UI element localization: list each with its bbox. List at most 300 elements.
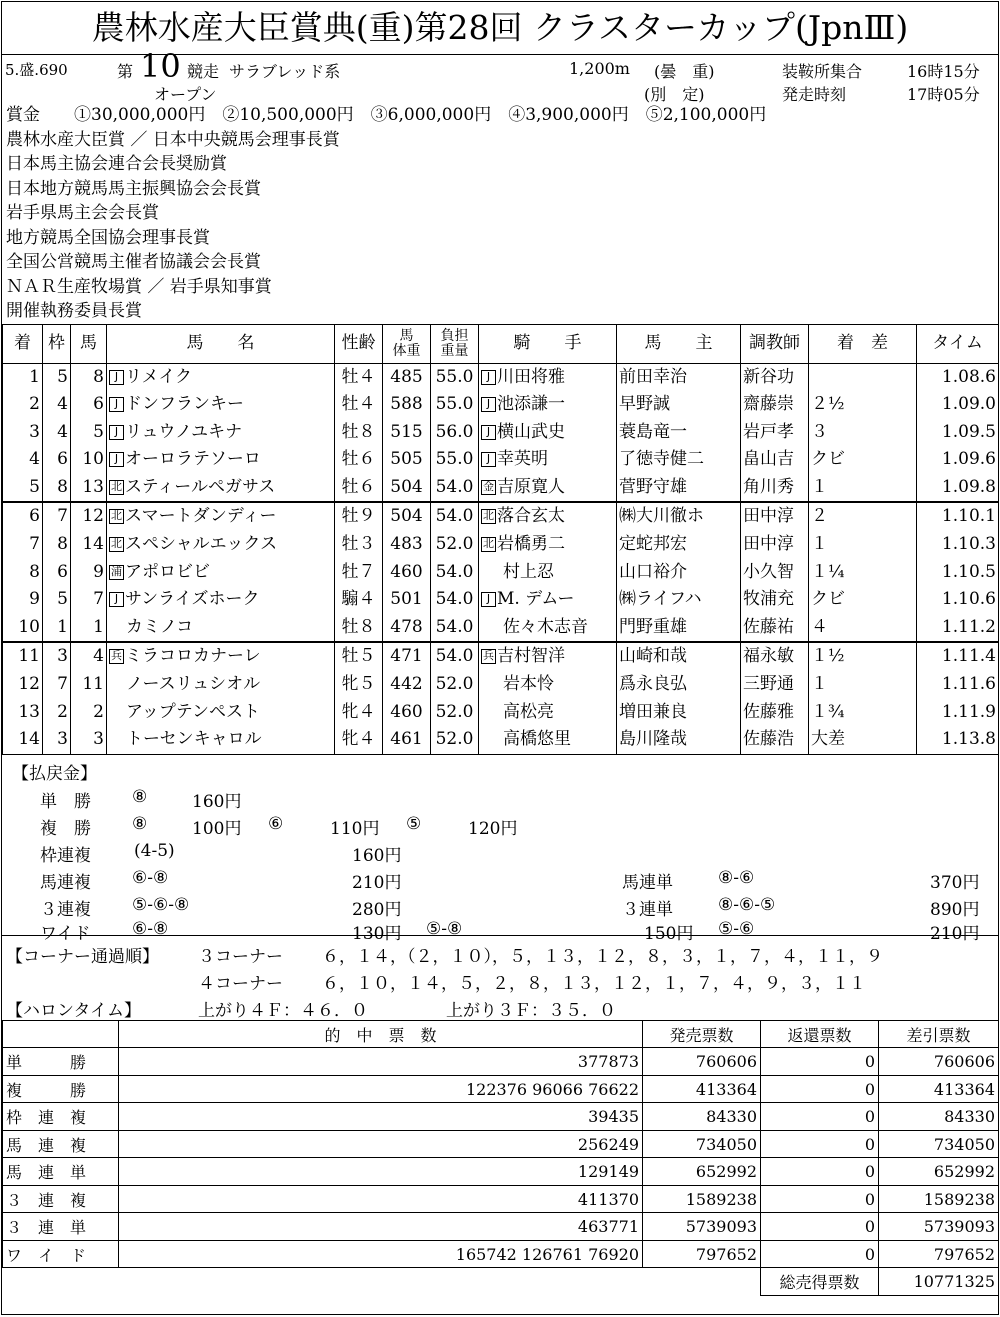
vote-col-type xyxy=(3,1020,119,1048)
sanrentan-combo: ⑧-⑥-⑤ xyxy=(718,894,776,915)
sex-age: 牡６ xyxy=(335,446,383,474)
sanrenpuku-label: ３連複 xyxy=(40,899,91,920)
affiliation-mark-icon: 浦 xyxy=(111,564,122,578)
vote-col-refund: 返還票数 xyxy=(761,1020,879,1048)
jockey-name: 高松亮 xyxy=(503,701,554,722)
margin: １ xyxy=(809,531,917,559)
award-item: 農林水産大臣賞 ／ 日本中央競馬会理事長賞 xyxy=(6,129,340,150)
payout-heading: 【払戻金】 xyxy=(12,763,97,784)
umatan-combo: ⑧-⑥ xyxy=(718,867,755,888)
jockey-name: 川田将雅 xyxy=(497,366,565,387)
vote-row xyxy=(3,1158,999,1186)
finish-time: 1.10.5 xyxy=(917,559,999,587)
owner: 前田幸治 xyxy=(617,363,741,391)
horse-weight: 501 xyxy=(383,586,431,614)
jockey-cell xyxy=(479,502,617,531)
sex-age: 牡４ xyxy=(335,391,383,419)
wide-amount-1: 130円 xyxy=(352,923,402,944)
margin xyxy=(809,363,917,391)
horse-number: 9 xyxy=(71,559,107,587)
frame-number: 7 xyxy=(43,502,71,531)
col-sexage: 性齢 xyxy=(335,324,383,363)
frame-number: 4 xyxy=(43,419,71,447)
hit-votes: 411370 xyxy=(119,1185,643,1213)
horse-weight: 485 xyxy=(383,363,431,391)
wide-combo-3: ⑤-⑥ xyxy=(718,918,755,939)
sex-age: 牝４ xyxy=(335,699,383,727)
horse-weight: 504 xyxy=(383,474,431,503)
affiliation-mark-icon: 北 xyxy=(111,537,122,551)
frame-number: 6 xyxy=(43,446,71,474)
margin: １ xyxy=(809,474,917,503)
frame-number: 4 xyxy=(43,391,71,419)
affiliation-mark-icon: 北 xyxy=(111,479,122,493)
owner: 定蛇邦宏 xyxy=(617,531,741,559)
affiliation-mark-icon: J xyxy=(109,370,124,385)
margin: １½ xyxy=(809,642,917,671)
rank: 7 xyxy=(3,531,43,559)
result-row xyxy=(3,614,999,643)
result-row xyxy=(3,446,999,474)
jockey-name: 村上忍 xyxy=(503,561,554,582)
payout-section xyxy=(2,755,998,944)
horse-number: 5 xyxy=(71,419,107,447)
bet-type: 複 勝 xyxy=(3,1075,119,1103)
burden-weight: 52.0 xyxy=(431,671,479,699)
vote-table xyxy=(2,1020,999,1296)
tansho-combo: ⑧ xyxy=(132,786,148,807)
result-row xyxy=(3,559,999,587)
margin: １¼ xyxy=(809,559,917,587)
jockey-mark-icon: J xyxy=(481,370,496,385)
rank: 2 xyxy=(3,391,43,419)
award-item: ＮＡＲ生産牧場賞 ／ 岩手県知事賞 xyxy=(6,276,272,297)
burden-weight: 52.0 xyxy=(431,726,479,754)
burden-weight: 54.0 xyxy=(431,559,479,587)
burden-weight: 54.0 xyxy=(431,474,479,503)
horse-weight: 460 xyxy=(383,559,431,587)
vote-col-sold: 発売票数 xyxy=(643,1020,761,1048)
fukusho-amount-1: 100円 xyxy=(192,818,242,839)
horse-name-cell xyxy=(107,391,335,419)
result-row xyxy=(3,642,999,671)
jockey-mark-icon: 北 xyxy=(483,509,494,523)
refund-votes: 0 xyxy=(761,1213,879,1241)
finish-time: 1.11.4 xyxy=(917,642,999,671)
owner: 菅野守雄 xyxy=(617,474,741,503)
rank: 14 xyxy=(3,726,43,754)
horse-name: スマートダンディー xyxy=(125,506,277,527)
award-list xyxy=(6,128,998,324)
hit-votes: 377873 xyxy=(119,1048,643,1076)
horse-name: ノースリュシオル xyxy=(126,674,261,695)
results-header-row xyxy=(3,324,999,363)
finish-time: 1.09.5 xyxy=(917,419,999,447)
race-number: 10 xyxy=(140,47,181,85)
horse-number: 6 xyxy=(71,391,107,419)
wide-combo-2: ⑤-⑧ xyxy=(426,918,463,939)
net-votes: 1589238 xyxy=(879,1185,999,1213)
affiliation-mark-icon: J xyxy=(109,425,124,440)
vote-row xyxy=(3,1130,999,1158)
horse-weight: 515 xyxy=(383,419,431,447)
horse-name-cell xyxy=(107,531,335,559)
vote-body xyxy=(3,1048,999,1268)
horse-name-cell xyxy=(107,726,335,754)
horse-number: 13 xyxy=(71,474,107,503)
horse-name: リュウノユキナ xyxy=(125,421,243,442)
horse-name: スティールペガサス xyxy=(125,476,276,497)
race-header xyxy=(2,47,998,104)
horse-weight: 505 xyxy=(383,446,431,474)
finish-time: 1.10.1 xyxy=(917,502,999,531)
vote-total-row xyxy=(3,1268,999,1296)
horse-name-cell xyxy=(107,502,335,531)
hit-votes: 129149 xyxy=(119,1158,643,1186)
margin: ４ xyxy=(809,614,917,643)
sanrentan-amount: 890円 xyxy=(930,899,980,920)
horse-weight: 471 xyxy=(383,642,431,671)
rank: 6 xyxy=(3,502,43,531)
assembly-label: 装鞍所集合 xyxy=(782,62,863,81)
horse-name: カミノコ xyxy=(126,616,194,637)
horse-name-cell xyxy=(107,671,335,699)
sanrentan-label: ３連単 xyxy=(622,899,673,920)
frame-number: 8 xyxy=(43,474,71,503)
affiliation-mark-icon: 兵 xyxy=(111,649,122,663)
sanrenpuku-amount: 280円 xyxy=(352,899,402,920)
wakuren-amount: 160円 xyxy=(352,845,402,866)
race-result-sheet xyxy=(1,1,999,1315)
horse-name: アポロビビ xyxy=(125,561,210,582)
award-item: 開催執務委員長賞 xyxy=(6,301,142,321)
margin: １ xyxy=(809,671,917,699)
owner: 了徳寺健二 xyxy=(617,446,741,474)
jockey-cell xyxy=(479,531,617,559)
owner: ㈱ライフハ xyxy=(617,586,741,614)
affiliation-mark-icon: J xyxy=(109,592,124,607)
award-item: 日本地方競馬馬主振興協会会長賞 xyxy=(6,178,261,199)
horse-name-cell xyxy=(107,614,335,643)
owner: 島川隆哉 xyxy=(617,726,741,754)
owner: 門野重雄 xyxy=(617,614,741,643)
jockey-mark-icon: J xyxy=(481,592,496,607)
rank: 12 xyxy=(3,671,43,699)
sex-age: 牡５ xyxy=(335,642,383,671)
horse-name: ミラコロカナーレ xyxy=(125,646,261,667)
horse-name-cell xyxy=(107,474,335,503)
bet-type: 馬 連 複 xyxy=(3,1130,119,1158)
fukusho-label: 複 勝 xyxy=(40,818,91,839)
fukusho-combo-2: ⑥ xyxy=(268,813,284,834)
jockey-cell xyxy=(479,391,617,419)
frame-number: 7 xyxy=(43,671,71,699)
finish-time: 1.09.0 xyxy=(917,391,999,419)
horse-number: 12 xyxy=(71,502,107,531)
corner-4-label: ４コーナー xyxy=(198,973,283,994)
frame-number: 2 xyxy=(43,699,71,727)
race-code: 5.盛.690 xyxy=(5,61,68,79)
hit-votes: 256249 xyxy=(119,1130,643,1158)
sex-age: 牡９ xyxy=(335,502,383,531)
finish-time: 1.10.3 xyxy=(917,531,999,559)
col-rank: 着 xyxy=(3,324,43,363)
margin: １¾ xyxy=(809,699,917,727)
bet-type: ３ 連 複 xyxy=(3,1185,119,1213)
burden-weight: 55.0 xyxy=(431,446,479,474)
vote-header-row xyxy=(3,1020,999,1048)
horse-name-cell xyxy=(107,642,335,671)
owner: 山崎和哉 xyxy=(617,642,741,671)
trainer: 福永敏 xyxy=(741,642,809,671)
horse-name: アップテンペスト xyxy=(126,701,260,722)
owner: ㈱大川徹ホ xyxy=(617,502,741,531)
hit-votes: 122376 96066 76622 xyxy=(119,1075,643,1103)
jockey-name: 池添謙一 xyxy=(497,394,565,415)
wide-label: ワイド xyxy=(40,923,91,944)
horse-name: リメイク xyxy=(125,366,192,387)
award-item: 日本馬主協会連合会長奨励賞 xyxy=(6,154,227,174)
race-no-prefix: 第 xyxy=(117,62,134,81)
refund-votes: 0 xyxy=(761,1158,879,1186)
rank: 3 xyxy=(3,419,43,447)
owner: 早野誠 xyxy=(617,391,741,419)
rank: 10 xyxy=(3,614,43,643)
result-row xyxy=(3,586,999,614)
jockey-name: 岩橋勇二 xyxy=(497,534,565,555)
margin: 大差 xyxy=(809,726,917,754)
horse-number: 8 xyxy=(71,363,107,391)
horse-name: オーロラテソーロ xyxy=(125,449,261,470)
trainer: 岩戸孝 xyxy=(741,419,809,447)
col-burden: 負担 重量 xyxy=(431,324,479,363)
horse-weight: 460 xyxy=(383,699,431,727)
race-title: 農林水産大臣賞典(重)第28回 クラスターカップ(JpnⅢ) xyxy=(2,2,998,55)
finish-time: 1.09.8 xyxy=(917,474,999,503)
last-3f: 上がり３Ｆ：３５．０ xyxy=(446,1000,616,1021)
jockey-cell xyxy=(479,363,617,391)
burden-weight: 56.0 xyxy=(431,419,479,447)
net-votes: 84330 xyxy=(879,1103,999,1131)
frame-number: 5 xyxy=(43,363,71,391)
sanrenpuku-combo: ⑤-⑥-⑧ xyxy=(132,894,190,915)
net-votes: 413364 xyxy=(879,1075,999,1103)
jockey-cell xyxy=(479,699,617,727)
horse-number: 7 xyxy=(71,586,107,614)
fukusho-combo-3: ⑤ xyxy=(406,813,422,834)
horse-weight: 504 xyxy=(383,502,431,531)
hit-votes: 463771 xyxy=(119,1213,643,1241)
frame-number: 8 xyxy=(43,531,71,559)
sold-votes: 84330 xyxy=(643,1103,761,1131)
umaren-label: 馬連複 xyxy=(40,872,91,893)
horse-number: 3 xyxy=(71,726,107,754)
owner: 増田兼良 xyxy=(617,699,741,727)
track-condition: (曇 重) xyxy=(654,62,715,81)
rank: 9 xyxy=(3,586,43,614)
net-votes: 5739093 xyxy=(879,1213,999,1241)
corner-section xyxy=(2,936,998,1020)
jockey-mark-icon: J xyxy=(481,452,496,467)
vote-row xyxy=(3,1240,999,1268)
rank: 5 xyxy=(3,474,43,503)
frame-number: 3 xyxy=(43,726,71,754)
result-row xyxy=(3,391,999,419)
trainer: 佐藤浩 xyxy=(741,726,809,754)
bet-type: 枠 連 複 xyxy=(3,1103,119,1131)
jockey-mark-icon: 金 xyxy=(483,479,494,493)
result-row xyxy=(3,363,999,391)
results-table xyxy=(2,324,999,755)
horse-number: 1 xyxy=(71,614,107,643)
horse-weight: 483 xyxy=(383,531,431,559)
burden-weight: 52.0 xyxy=(431,531,479,559)
margin: ２ xyxy=(809,502,917,531)
prize-money: 賞金 ①30,000,000円 ②10,500,000円 ③6,000,000円 ④3,900,000円 ⑤2,100,000円 xyxy=(6,105,767,125)
frame-number: 3 xyxy=(43,642,71,671)
col-owner: 馬 主 xyxy=(617,324,741,363)
tansho-label: 単 勝 xyxy=(40,791,91,812)
margin: ２½ xyxy=(809,391,917,419)
margin: クビ xyxy=(809,446,917,474)
jockey-cell xyxy=(479,446,617,474)
jockey-name: 高橋悠里 xyxy=(503,729,571,750)
post-label: 発走時刻 xyxy=(782,85,847,104)
rank: 8 xyxy=(3,559,43,587)
post-time: 17時05分 xyxy=(907,85,980,104)
jockey-cell xyxy=(479,614,617,643)
col-time: タイム xyxy=(917,324,999,363)
finish-time: 1.10.6 xyxy=(917,586,999,614)
bet-type: 単 勝 xyxy=(3,1048,119,1076)
sold-votes: 760606 xyxy=(643,1048,761,1076)
sold-votes: 797652 xyxy=(643,1240,761,1268)
corner-4-order: ６，１０，１４，５，２，８，１３，１２，１，７，４，９，３，１１ xyxy=(322,973,866,994)
net-votes: 734050 xyxy=(879,1130,999,1158)
result-row xyxy=(3,726,999,754)
jockey-name: 吉村智洋 xyxy=(497,646,565,667)
horse-name-cell xyxy=(107,419,335,447)
col-num: 馬 xyxy=(71,324,107,363)
col-weight: 馬 体重 xyxy=(383,324,431,363)
refund-votes: 0 xyxy=(761,1103,879,1131)
umatan-amount: 370円 xyxy=(930,872,980,893)
total-label: 総売得票数 xyxy=(761,1268,879,1296)
burden-weight: 52.0 xyxy=(431,699,479,727)
horse-weight: 461 xyxy=(383,726,431,754)
weight-rule: (別 定) xyxy=(644,85,705,104)
finish-time: 1.09.6 xyxy=(917,446,999,474)
owner: 蓑島竜一 xyxy=(617,419,741,447)
burden-weight: 55.0 xyxy=(431,391,479,419)
rank: 13 xyxy=(3,699,43,727)
jockey-cell xyxy=(479,726,617,754)
trainer: 牧浦充 xyxy=(741,586,809,614)
burden-weight: 54.0 xyxy=(431,614,479,643)
sex-age: 牡６ xyxy=(335,474,383,503)
vote-col-hits: 的 中 票 数 xyxy=(119,1020,643,1048)
owner: 山口裕介 xyxy=(617,559,741,587)
net-votes: 797652 xyxy=(879,1240,999,1268)
horse-name-cell xyxy=(107,559,335,587)
frame-number: 6 xyxy=(43,559,71,587)
burden-weight: 54.0 xyxy=(431,642,479,671)
sold-votes: 734050 xyxy=(643,1130,761,1158)
horse-name-cell xyxy=(107,363,335,391)
finish-time: 1.08.6 xyxy=(917,363,999,391)
wakuren-label: 枠連複 xyxy=(40,845,91,866)
result-row xyxy=(3,419,999,447)
wide-amount-2: 150円 xyxy=(644,923,694,944)
results-body xyxy=(3,363,999,754)
sex-age: 牡３ xyxy=(335,531,383,559)
fukusho-amount-2: 110円 xyxy=(330,818,380,839)
horse-name: サンライズホーク xyxy=(125,589,260,610)
horse-name-cell xyxy=(107,446,335,474)
burden-weight: 54.0 xyxy=(431,502,479,531)
trainer: 佐藤祐 xyxy=(741,614,809,643)
col-jockey: 騎 手 xyxy=(479,324,617,363)
horse-name-cell xyxy=(107,699,335,727)
umaren-combo: ⑥-⑧ xyxy=(132,867,169,888)
col-frame: 枠 xyxy=(43,324,71,363)
refund-votes: 0 xyxy=(761,1130,879,1158)
sex-age: 牝４ xyxy=(335,726,383,754)
refund-votes: 0 xyxy=(761,1240,879,1268)
horse-name: トーセンキャロル xyxy=(126,729,262,750)
vote-row xyxy=(3,1103,999,1131)
affiliation-mark-icon: 北 xyxy=(111,509,122,523)
award-item: 地方競馬全国協会理事長賞 xyxy=(6,227,210,248)
horse-number: 2 xyxy=(71,699,107,727)
bet-type: ３ 連 単 xyxy=(3,1213,119,1241)
horse-weight: 588 xyxy=(383,391,431,419)
sold-votes: 413364 xyxy=(643,1075,761,1103)
rank: 11 xyxy=(3,642,43,671)
sex-age: 牝５ xyxy=(335,671,383,699)
bet-type: ワ イ ド xyxy=(3,1240,119,1268)
jockey-name: M. デムー xyxy=(497,589,575,610)
finish-time: 1.11.9 xyxy=(917,699,999,727)
race-class: オープン xyxy=(154,85,217,104)
burden-weight: 54.0 xyxy=(431,586,479,614)
sex-age: 騸４ xyxy=(335,586,383,614)
sex-age: 牡７ xyxy=(335,559,383,587)
vote-row xyxy=(3,1048,999,1076)
corner-3-order: ６，１４，（２，１０），５，１３，１２，８，３，１，７，４，１１，９ xyxy=(322,946,883,967)
trainer: 田中淳 xyxy=(741,531,809,559)
distance: 1,200m xyxy=(569,59,630,78)
finish-time: 1.11.2 xyxy=(917,614,999,643)
jockey-cell xyxy=(479,419,617,447)
jockey-name: 幸英明 xyxy=(497,449,548,470)
trainer: 佐藤雅 xyxy=(741,699,809,727)
col-trainer: 調教師 xyxy=(741,324,809,363)
horse-name: ドンフランキー xyxy=(125,394,244,415)
wakuren-combo: (4-5) xyxy=(134,840,175,861)
horse-name: スペシャルエックス xyxy=(125,534,278,555)
jockey-mark-icon: J xyxy=(481,425,496,440)
result-row xyxy=(3,474,999,503)
affiliation-mark-icon: J xyxy=(109,452,124,467)
vote-row xyxy=(3,1185,999,1213)
frame-number: 5 xyxy=(43,586,71,614)
horse-weight: 478 xyxy=(383,614,431,643)
hit-votes: 165742 126761 76920 xyxy=(119,1240,643,1268)
jockey-cell xyxy=(479,474,617,503)
horse-number: 14 xyxy=(71,531,107,559)
hit-votes: 39435 xyxy=(119,1103,643,1131)
